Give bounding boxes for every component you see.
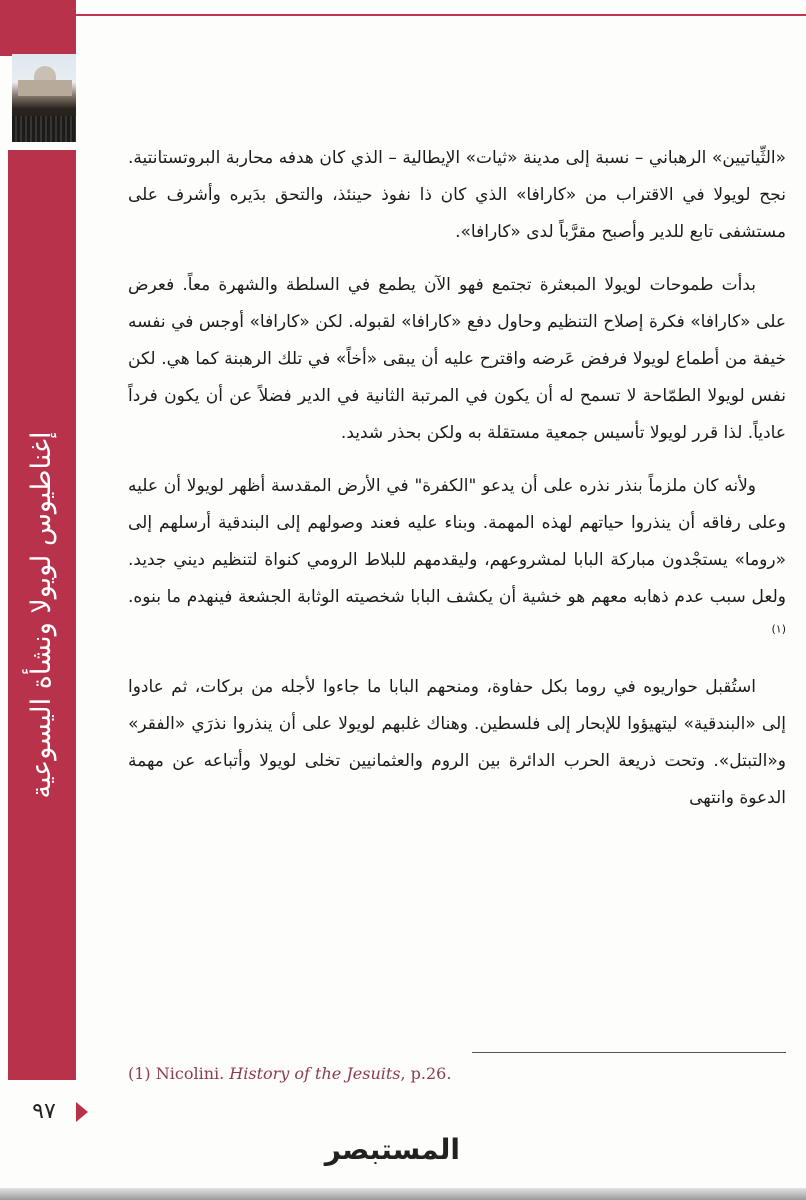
footnote-title: History of the Jesuits bbox=[229, 1064, 401, 1083]
spine-top-band bbox=[0, 0, 76, 56]
footnote-suffix: , p.26. bbox=[400, 1064, 452, 1083]
book-title-vertical: إغناطيوس لويولا ونشأة اليسوعية bbox=[26, 431, 57, 799]
spine-sidebar bbox=[0, 0, 76, 1200]
footnote-marker: (١) bbox=[771, 622, 786, 636]
facade-shape bbox=[18, 80, 72, 96]
publisher-logo: المستبصر bbox=[324, 1133, 460, 1166]
vatican-thumbnail-image bbox=[12, 54, 76, 142]
publisher-logo-subtext bbox=[384, 1166, 456, 1176]
body-text bbox=[128, 140, 786, 833]
footnote-prefix: (1) Nicolini. bbox=[128, 1064, 230, 1083]
dome-shape bbox=[34, 66, 56, 81]
footnote bbox=[128, 1062, 628, 1086]
page-bottom-edge bbox=[0, 1188, 806, 1200]
paragraph-3-text: ولأنه كان ملزماً بنذر نذره على أن يدعو "الكفرة" في الأرض المقدسة أظهر لويولا أن عليه وعلى رفاقه أن ينذروا حياتهم لهذه المهمة. وبناء عليه فعند وصولهم إلى البندقية أرسلهم إلى «روما» يستجْدون مباركة البابا لمشروعهم، وليقدمهم للبلاط الرومي كنواة لتنظيم ديني جديد. ولعل سبب عدم ذهابه معهم هو خشية أن يكشف البابا شخصيته الوثابة الجشعة فينهدم ما بنوه. bbox=[128, 476, 786, 607]
paragraph-3 bbox=[128, 468, 786, 653]
page-number: ٩٧ bbox=[32, 1099, 56, 1124]
paragraph-1: «الثِّياتيين» الرهباني – نسبة إلى مدينة «ثيات» الإيطالية – الذي كان هدفه محاربة البروتستانتية. نجح لويولا في الاقتراب من «كارافا» الذي كان ذا نفوذ حينئذ، والتحق بدَيره وأشرف على مستشفى تابع للدير وأصبح مقرَّباً لدى «كارافا». bbox=[128, 148, 786, 242]
paragraph-4: استُقبل حواريوه في روما بكل حفاوة، ومنحهم البابا ما جاءوا لأجله من بركات، ثم عادوا إلى «البندقية» ليتهيؤوا للإبحار إلى فلسطين. وهناك غلبهم لويولا على أن ينذروا نذرَي «الفقر» و«التبتل». وتحت ذريعة الحرب الدائرة بين الروم والعثمانيين تخلى لويولا وأتباعه عن مهمة الدعوة وانتهى bbox=[128, 677, 786, 808]
page-arrow-icon bbox=[76, 1102, 88, 1122]
top-rule bbox=[76, 14, 806, 16]
paragraph-2: بدأت طموحات لويولا المبعثرة تجتمع فهو الآن يطمع في السلطة والشهرة معاً. فعرض على «كارافا» فكرة إصلاح التنظيم وحاول دفع «كارافا» لقبوله. لكن «كارافا» أوجس في نفسه خيفة من أطماع لويولا فرفض عَرضه واقترح عليه أن يبقى «أخاً» في تلك الرهبنة كما هي. لكن نفس لويولا الطمّاحة لا تسمح له أن يكون في المرتبة الثانية في الدير فضلاً عن أن يكون فرداً عادياً. لذا قرر لويولا تأسيس جمعية مستقلة به ولكن بحذر شديد. bbox=[128, 275, 786, 443]
crowd-shape bbox=[12, 116, 76, 142]
footnote-divider bbox=[472, 1052, 786, 1053]
